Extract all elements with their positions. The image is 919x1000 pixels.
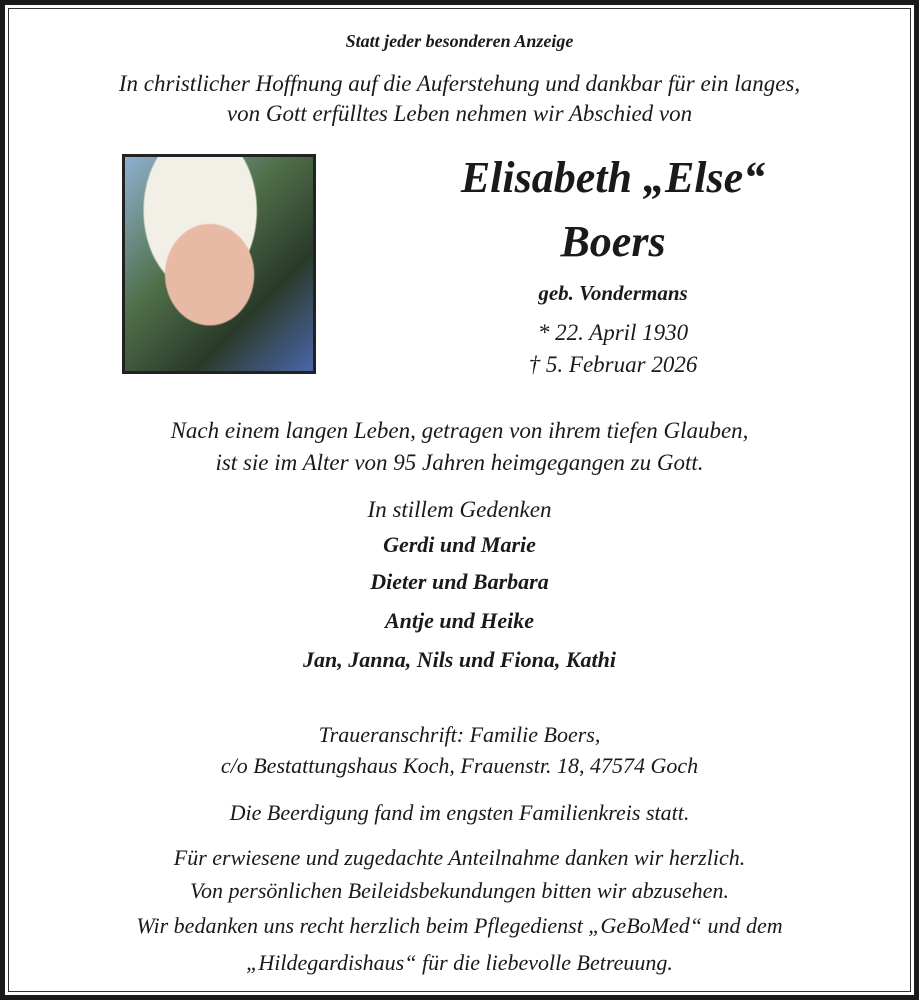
funeral-note: Die Beerdigung fand im engsten Familienkreis statt. (229, 800, 690, 825)
birth-date: * 22. April 1930 (537, 320, 689, 345)
birth-name: geb. Vondermans (538, 281, 688, 305)
mourner: Dieter und Barbara (370, 569, 549, 594)
thanks-line: „Hildegardishaus“ für die liebevolle Betreuung. (246, 950, 673, 975)
death-date: † 5. Februar 2026 (528, 352, 698, 377)
deceased-first-name: Elisabeth „Else“ (460, 153, 766, 202)
intro-line: von Gott erfülltes Leben nehmen wir Abschied von (226, 101, 693, 126)
paragraph-line: Nach einem langen Leben, getragen von ihrem tiefen Glauben, (170, 418, 749, 443)
address-line: Traueranschrift: Familie Boers, (318, 722, 601, 747)
portrait-photo (122, 154, 316, 374)
mourner: Antje und Heike (384, 608, 535, 633)
thanks-line: Für erwiesene und zugedachte Anteilnahme danken wir herzlich. (173, 845, 746, 870)
address-line: c/o Bestattungshaus Koch, Frauenstr. 18, 47574 Goch (220, 753, 699, 778)
mourner: Jan, Janna, Nils und Fiona, Kathi (302, 647, 616, 672)
memory-heading: In stillem Gedenken (367, 497, 552, 522)
header: Statt jeder besonderen Anzeige (345, 31, 574, 51)
paragraph-line: ist sie im Alter von 95 Jahren heimgegangen zu Gott. (215, 450, 704, 475)
mourner: Gerdi und Marie (383, 532, 536, 557)
thanks-line: Wir bedanken uns recht herzlich beim Pflegedienst „GeBoMed“ und dem (136, 913, 783, 938)
intro-line: In christlicher Hoffnung auf die Auferstehung und dankbar für ein langes, (118, 71, 801, 96)
thanks-line: Von persönlichen Beileidsbekundungen bitten wir abzusehen. (190, 878, 729, 903)
deceased-last-name: Boers (560, 217, 666, 266)
